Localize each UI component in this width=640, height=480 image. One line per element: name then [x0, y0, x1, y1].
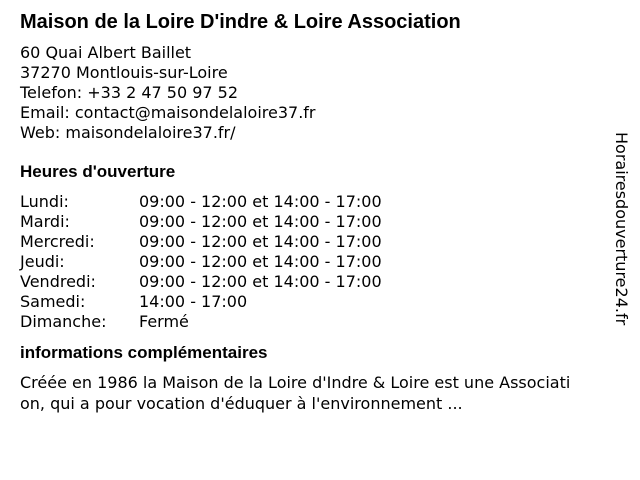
- contact-block: [20, 43, 600, 143]
- day-label: Mardi:: [20, 212, 70, 231]
- address-street: 60 Quai Albert Baillet: [20, 43, 192, 62]
- day-label: Dimanche:: [20, 312, 107, 331]
- web-line: Web: maisondelaloire37.fr/: [20, 123, 236, 142]
- hours-row-mardi: [20, 212, 600, 232]
- day-label: Vendredi:: [20, 272, 96, 291]
- hours-row-jeudi: [20, 252, 600, 272]
- opening-hours-table: [20, 192, 600, 332]
- time-value: 09:00 - 12:00 et 14:00 - 17:00: [139, 252, 382, 271]
- hours-row-samedi: [20, 292, 600, 312]
- hours-row-lundi: [20, 192, 600, 212]
- day-label: Lundi:: [20, 192, 69, 211]
- time-value: 09:00 - 12:00 et 14:00 - 17:00: [139, 212, 382, 231]
- address-city: 37270 Montlouis-sur-Loire: [20, 63, 228, 82]
- info-description: Créée en 1986 la Maison de la Loire d'Indre & Loire est une Association, qui a pour vocation d'éduquer à l'environnement ...: [20, 373, 571, 413]
- hours-row-vendredi: [20, 272, 600, 292]
- time-value: 09:00 - 12:00 et 14:00 - 17:00: [139, 272, 382, 291]
- day-label: Samedi:: [20, 292, 86, 311]
- email-line: Email: contact@maisondelaloire37.fr: [20, 103, 316, 122]
- time-value: 09:00 - 12:00 et 14:00 - 17:00: [139, 232, 382, 251]
- time-value: 14:00 - 17:00: [139, 292, 248, 311]
- hours-row-dimanche: [20, 312, 600, 332]
- phone-line: Telefon: +33 2 47 50 97 52: [20, 83, 239, 102]
- info-heading: informations complémentaires: [20, 343, 268, 362]
- day-label: Jeudi:: [20, 252, 65, 271]
- business-name: Maison de la Loire D'indre & Loire Association: [20, 11, 461, 33]
- time-value: 09:00 - 12:00 et 14:00 - 17:00: [139, 192, 382, 211]
- day-label: Mercredi:: [20, 232, 95, 251]
- business-card: [20, 10, 600, 414]
- site-watermark: Horairesdouverture24.fr: [612, 132, 631, 326]
- hours-heading: Heures d'ouverture: [20, 162, 176, 181]
- hours-row-mercredi: [20, 232, 600, 252]
- time-value: Fermé: [139, 312, 189, 331]
